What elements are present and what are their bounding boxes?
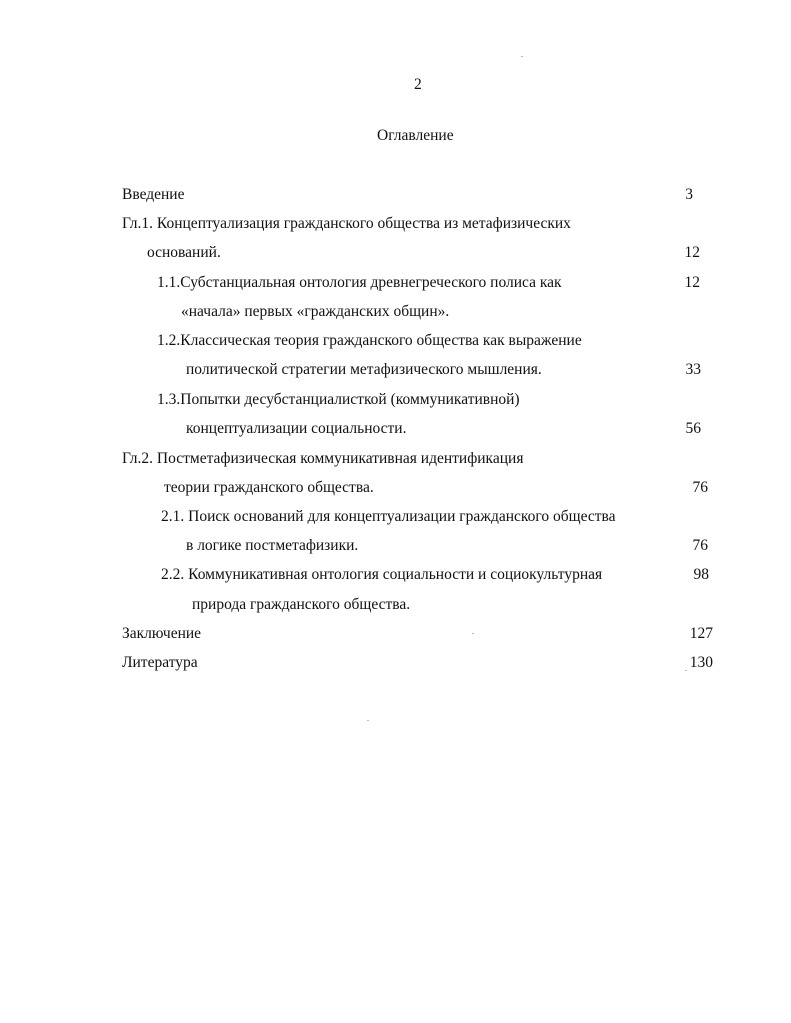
scan-speck (367, 720, 369, 721)
toc-intro-label: Введение (122, 186, 185, 203)
toc-intro-page: 3 (685, 186, 693, 203)
toc-ch1-s3-page: 56 (685, 420, 701, 437)
toc-ch1-s2-line1: 1.2.Классическая теория гражданского общества как выражение (157, 332, 582, 349)
toc-ch1-s3-line2: концептуализации социальности. (186, 420, 407, 437)
scan-speck (521, 56, 523, 57)
toc-ch2-s1-line2: в логике постметафизики. (186, 537, 359, 554)
toc-ch2-s1-line1: 2.1. Поиск оснований для концептуализации гражданского общества (161, 508, 616, 525)
toc-ch1-label-line2: оснований. (147, 244, 221, 261)
toc-ch1-s1-line2: «начала» первых «гражданских общин». (181, 303, 450, 320)
toc-ch2-s2-line1: 2.2. Коммуникативная онтология социальности и социокультурная (161, 566, 603, 583)
toc-conclusion-label: Заключение (122, 625, 202, 642)
toc-conclusion-page: 127 (689, 625, 713, 642)
page-number: 2 (414, 76, 422, 93)
toc-ch2-page: 76 (692, 479, 708, 496)
toc-literature-page: 130 (689, 654, 713, 671)
toc-ch1-s3-line1: 1.3.Попытки десубстанциалисткой (коммуникативной) (157, 391, 520, 408)
scan-speck (472, 633, 474, 634)
toc-ch2-s2-line2: природа гражданского общества. (192, 596, 411, 613)
toc-ch2-s1-page: 76 (692, 537, 708, 554)
toc-ch1-page: 12 (684, 244, 700, 261)
toc-ch2-label-line1: Гл.2. Постметафизическая коммуникативная идентификация (122, 450, 524, 467)
toc-ch1-s2-line2: политической стратегии метафизического мышления. (186, 361, 542, 378)
toc-ch2-label-line2: теории гражданского общества. (164, 479, 374, 496)
toc-ch1-s1-page: 12 (684, 274, 700, 291)
toc-ch1-s1-line1: 1.1.Субстанциальная онтология древнегреческого полиса как (157, 274, 562, 291)
scan-speck (685, 670, 687, 671)
toc-ch2-s2-page: 98 (693, 566, 709, 583)
toc-ch1-s2-page: 33 (685, 361, 701, 378)
toc-ch1-label-line1: Гл.1. Концептуализация гражданского общества из метафизических (122, 215, 571, 232)
toc-literature-label: Литература (122, 654, 198, 671)
toc-title: Оглавление (377, 127, 454, 144)
